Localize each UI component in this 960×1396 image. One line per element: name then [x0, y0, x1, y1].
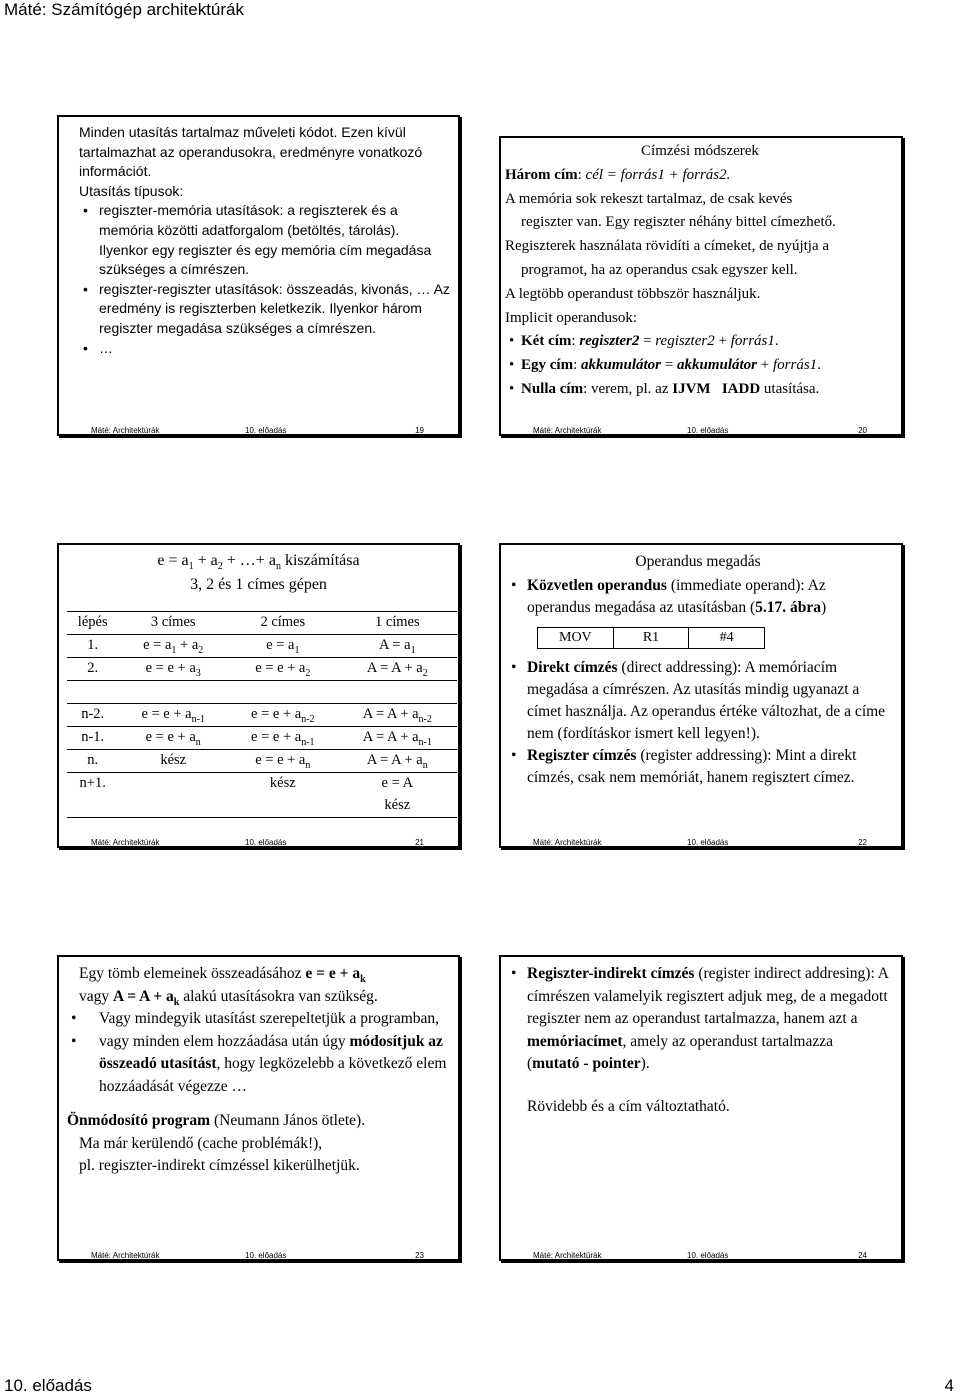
- slide20-title: Címzési módszerek: [641, 143, 759, 159]
- table-row: n+1. kész e = A: [67, 773, 457, 796]
- slide23-bullet-2: • vagy minden elem hozzáadása után úgy módosítjuk az összeadó utasítást, hogy legközelebb a következő elem hozzáadását végezze …: [67, 1031, 450, 1099]
- slide22-bullet-1: • Közvetlen operandus (immediate operand): Az operandus megadása az utasításban (5.17. ábra): [507, 575, 889, 619]
- mov-opcode: MOV: [538, 628, 614, 648]
- table-header-row: lépés 3 címes 2 címes 1 címes: [67, 612, 457, 635]
- slide19-bullet-2: • regiszter-regiszter utasítások: összeadás, kivonás, … Az eredmény is regiszterben keletkezik. Ilyenkor három regiszter megadása szükséges a címrészen.: [79, 280, 450, 339]
- slide21-subtitle: 3, 2 és 1 címes gépen: [190, 576, 327, 593]
- slide20-bullet-2: • Egy cím: akkumulátor = akkumulátor + forrás1.: [505, 354, 895, 378]
- slide19-heading: Utasítás típusok:: [79, 182, 184, 199]
- table-gap-row: [67, 681, 457, 704]
- slide22-bullet-3: • Regiszter címzés (register addressing): Mint a direkt címzés, csak nem memóriát, hanem regisztert címez.: [507, 745, 889, 789]
- slide20-line-4: A legtöbb operandust többször használjuk.: [505, 285, 761, 302]
- slide22-title: Operandus megadás: [635, 553, 761, 570]
- page-footer-number: 4: [944, 1376, 954, 1395]
- slide20-line-2: A memória sok rekeszt tartalmaz, de csak kevés regiszter van. Egy regiszter néhány bittel címezhető.: [505, 190, 836, 231]
- slide-19: Minden utasítás tartalmaz műveleti kódot. Ezen kívül tartalmazhat az operandusokra, eredményre vonatkozó információt. Utasítás típusok: • regiszter-memória utasítások: a regiszterek és a memória közötti adatforgalom (betöltés, tárolás). Ilyenkor egy regiszter és egy memória cím megadása szükséges a címrészen. • regiszter-regiszter utasítások: összeadás, kivonás, … Az eredmény is regiszterben keletkezik. Ilyenkor három regiszter megadása szükséges a címrészen. • … Máté: Architektúrák 10. előadás 19: [57, 115, 460, 436]
- slide19-bullet-3: • …: [79, 339, 450, 359]
- slide-21: $e = a_1 + a_2$ + …+ $a_n$ kiszámítása 3, 2 és 1 címes gépen lépés 3 címes 2 címes 1 címes 1. $e = a_1 + a_2$ $e = a_1$ $A = a_1$ 2. $e = e + a_3$ $e = e + a_2$ $A = A + a_2$ n-2. $e = e + a_{n-1}$ $e = e + a_{n-2}$ $A = A + a_{n-2}$ n-1. $e = e + a_n$ $e = e + a_{n-1}$ $A = A + a_{n-1}$ n. kész $e = e + a_n$ $A = A + a_n$ n+1. kész e = A kész Máté: Architektúrák 10. előadás 21: [57, 543, 460, 848]
- slide-22: Operandus megadás • Közvetlen operandus (immediate operand): Az operandus megadása az utasításban (5.17. ábra) MOV R1 #4 • Direkt címzés (direct addressing): A memóriacím megadása a címrészen. Az utasítás mindig ugyanazt a címet használja. Az operandus értéke változhat, de a címe nem (fordításkor ismert kell legyen!). • Regiszter címzés (register addressing): Mint a direkt címzés, csak nem memóriát, hanem regisztert címez. Máté: Architektúrák 10. előadás 22: [499, 543, 903, 848]
- slide20-line-5: Implicit operandusok:: [505, 309, 638, 326]
- table-row: n-1. $e = e + a_n$ $e = e + a_{n-1}$ $A = A + a_{n-1}$: [67, 727, 457, 750]
- slide20-bullet-3: • Nulla cím: verem, pl. az IJVM IADD utasítása.: [505, 378, 895, 402]
- slide20-line-3: Regiszterek használata rövidíti a címeket, de nyújtja a programot, ha az operandus csak egyszer kell.: [505, 238, 830, 278]
- mov-immediate: #4: [719, 630, 734, 645]
- page-footer-lecture: 10. előadás: [4, 1376, 92, 1395]
- slide-20: Címzési módszerek Három cím: cél = forrás1 + forrás2. A memória sok rekeszt tartalmaz, de csak kevés regiszter van. Egy regiszter néhány bittel címezhető. Regiszterek használata rövidíti a címeket, de nyújtja a programot, ha az operandus csak egyszer kell. A legtöbb operandust többször használjuk. Implicit operandusok: • Két cím: regiszter2 = regiszter2 + forrás1. • Egy cím: akkumulátor = akkumulátor + forrás1. • Nulla cím: verem, pl. az IJVM IADD utasítása. Máté: Architektúrák 10. előadás 20: [499, 136, 903, 436]
- slide19-intro: Minden utasítás tartalmaz műveleti kódot. Ezen kívül tartalmazhat az operandusokra, eredményre vonatkozó információt.: [79, 124, 423, 180]
- table-row: n. kész $e = e + a_n$ $A = A + a_n$: [67, 750, 457, 773]
- slide-23: Egy tömb elemeinek összeadásához $e = e + a_k$ vagy $A = A + a_k$ alakú utasításokra van szükség. • Vagy mindegyik utasítást szerepeltetjük a programban, • vagy minden elem hozzáadása után úgy módosítjuk az összeadó utasítást, hogy legközelebb a következő elem hozzáadását végezze … Önmódosító program (Neumann János ötlete). Ma már kerülendő (cache problémák!), pl. regiszter-indirekt címzéssel kikerülhetjük. Máté: Architektúrák 10. előadás 23: [57, 955, 460, 1261]
- calc-table: [67, 611, 457, 818]
- table-row: 1. $e = a_1 + a_2$ $e = a_1$ $A = a_1$: [67, 635, 457, 658]
- table-row: 2. $e = e + a_3$ $e = e + a_2$ $A = A + a_2$: [67, 658, 457, 681]
- slide23-intro: Egy tömb elemeinek összeadásához $e = e + a_k$ vagy $A = A + a_k$ alakú utasításokra van szükség.: [79, 965, 378, 1008]
- page-header: Máté: Számítógép architektúrák: [4, 0, 245, 19]
- slide23-selfmod: Önmódosító program (Neumann János ötlete). Ma már kerülendő (cache problémák!), pl. regiszter-indirekt címzéssel kikerülhetjük.: [67, 1112, 366, 1174]
- slide24-note: Rövidebb és a cím változtatható.: [527, 1097, 730, 1115]
- slide20-bullet-1: • Két cím: regiszter2 = regiszter2 + forrás1.: [505, 330, 895, 354]
- slide20-line-1: Három cím: cél = forrás1 + forrás2.: [505, 166, 731, 183]
- slide21-title: $e = a_1 + a_2$ + …+ $a_n$ kiszámítása: [157, 552, 360, 573]
- slide24-bullet-1: • Regiszter-indirekt címzés (register indirect addresing): A címrészen valamelyik regisztert adjuk meg, de a megadott regiszter nem az operandust tartalmazza, hanem azt a memóriacímet, amely az operandust tartalmazza (mutató - pointer).: [507, 963, 889, 1076]
- mov-instruction-box: [537, 627, 765, 649]
- mov-register: R1: [614, 628, 690, 648]
- slide22-bullet-2: • Direkt címzés (direct addressing): A memóriacím megadása a címrészen. Az utasítás mindig ugyanazt a címet használja. Az operandus értéke változhat, de a címe nem (fordításkor ismert kell legyen!).: [507, 657, 889, 745]
- slide-24: • Regiszter-indirekt címzés (register indirect addresing): A címrészen valamelyik regisztert adjuk meg, de a megadott regiszter nem az operandust tartalmazza, hanem azt a memóriacímet, amely az operandust tartalmazza (mutató - pointer). Rövidebb és a cím változtatható. Máté: Architektúrák 10. előadás 24: [499, 955, 903, 1261]
- table-row: n-2. $e = e + a_{n-1}$ $e = e + a_{n-2}$ $A = A + a_{n-2}$: [67, 704, 457, 727]
- slide23-bullet-1: • Vagy mindegyik utasítást szerepeltetjük a programban,: [67, 1008, 450, 1031]
- slide19-bullet-1: • regiszter-memória utasítások: a regiszterek és a memória közötti adatforgalom (betöltés, tárolás). Ilyenkor egy regiszter és egy memória cím megadása szükséges a címrészen.: [79, 201, 450, 279]
- table-row: kész: [67, 795, 457, 818]
